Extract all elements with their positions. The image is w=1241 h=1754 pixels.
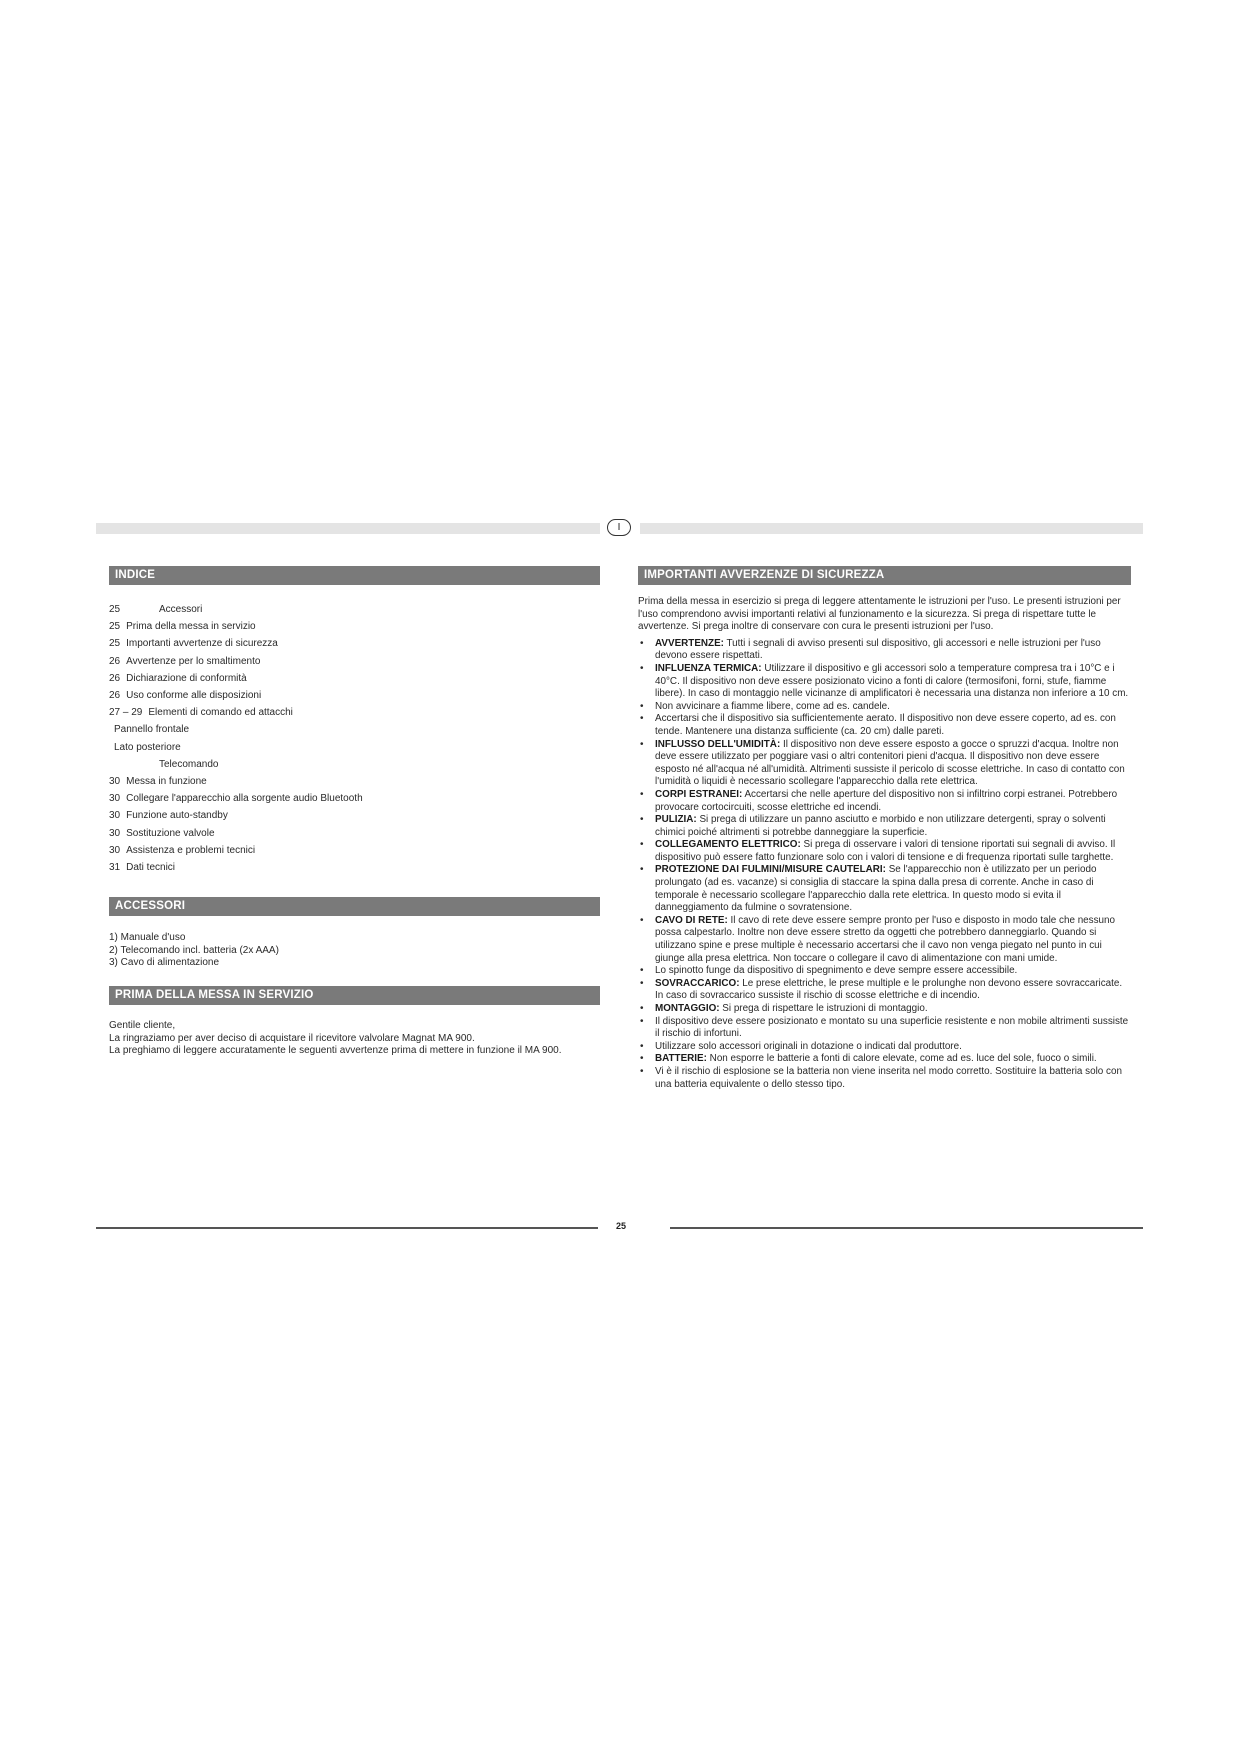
toc-entry-title: Dichiarazione di conformità (126, 672, 247, 684)
bullet-icon: • (640, 839, 644, 851)
list-item (638, 638, 1130, 663)
warning-text: Si prega di utilizzare un panno asciutto e morbido e non utilizzare detergenti, spray o solventi chimici poiché altrimenti si potrebbe danneggiare la superficie. (655, 814, 1106, 838)
warning-text: Vi è il rischio di esplosione se la batteria non viene inserita nel modo corretto. Sostituire la batteria solo con una batteria equivalente o dello stesso tipo. (655, 1065, 1122, 1090)
list-item (638, 978, 1130, 1003)
bullet-icon: • (640, 637, 644, 649)
toc-page-number: 30 (109, 827, 121, 839)
toc-page-number: 26 (109, 672, 121, 684)
before-use-heading: PRIMA DELLA MESSA IN SERVIZIO (109, 986, 600, 1005)
paragraph-line: La ringraziamo per aver deciso di acquistare il ricevitore valvolare Magnat MA 900. (109, 1032, 475, 1044)
bullet-icon: • (640, 1015, 644, 1027)
bullet-icon: • (640, 1040, 644, 1052)
toc-page-number: 26 (109, 690, 121, 701)
warning-text: Si prega di osservare i valori di tensione riportati sui segnali di avviso. Il dispositivo può essere fatto funzionare solo con i valori di tensione e di frequenza riportati sulle targhette. (655, 839, 1116, 863)
toc-entry-title: Lato posteriore (114, 741, 181, 753)
toc-row (109, 776, 207, 788)
bullet-icon: • (640, 965, 644, 977)
warning-text: Non avvicinare a fiamme libere, come ad es. candele. (655, 700, 890, 712)
toc-row (109, 828, 215, 840)
language-badge: I (607, 519, 631, 536)
warning-label: PROTEZIONE DAI FULMINI/MISURE CAUTELARI: (655, 864, 886, 876)
warning-text: Il dispositivo non deve essere esposto a gocce o spruzzi d'acqua. Inoltre non deve essere utilizzato per poggiare vasi o altri contenitori pieni d'acqua. Il dispositivo non deve essere esposto né all'acqua né all'umidità. Altrimenti sussiste il pericolo di scosse elettriche. In caso di contatto con l'umidità o liquidi è necessario scollegare l'apparecchio dalla rete elettrica. (655, 738, 1125, 788)
list-item: 1) Manuale d'uso (109, 932, 186, 943)
toc-page-number: 30 (109, 793, 121, 805)
toc-entry-title: Dati tecnici (126, 862, 176, 873)
warning-label: INFLUENZA TERMICA: (655, 662, 762, 674)
accessories-list (109, 932, 279, 970)
list-item (638, 1066, 1130, 1091)
list-item (638, 1016, 1130, 1041)
warning-text: Le prese elettriche, le prese multiple e le prolunghe non devono essere sovraccaricate. In caso di sovraccarico sussiste il rischio di scosse elettriche e di incendio. (655, 977, 1123, 1002)
warning-label: MONTAGGIO: (655, 1003, 720, 1014)
toc-page-number: 25 (109, 621, 121, 633)
warning-label: INFLUSSO DELL'UMIDITÀ: (655, 738, 781, 750)
list-item (638, 1041, 1130, 1054)
list-item (638, 814, 1130, 839)
footer-rule-right (670, 1227, 1143, 1229)
list-item (638, 789, 1130, 814)
warning-label: CORPI ESTRANEI: (655, 788, 743, 800)
warning-label: AVVERTENZE: (655, 637, 724, 649)
warning-label: COLLEGAMENTO ELETTRICO: (655, 839, 801, 851)
list-item (638, 713, 1130, 738)
warning-text: Utilizzare il dispositivo e gli accessori solo a temperature compresa tra i 10°C e i 40°C. Il dispositivo non deve essere posizionato vicino a fonti di calore (termosifoni, forni, stufe, fiamme libere). In caso di montaggio nelle vicinanze di amplificatori è necessaria una distanza non inferiore a 10 cm. (655, 662, 1129, 700)
index-heading: INDICE (109, 566, 600, 585)
toc-entry-title: Assistenza e problemi tecnici (126, 844, 256, 856)
page-number: 25 (615, 1221, 626, 1231)
toc-entry-title: Collegare l'apparecchio alla sorgente audio Bluetooth (126, 793, 363, 805)
warning-text: Il dispositivo deve essere posizionato e montato su una superficie resistente e non mobile altrimenti sussiste il rischio di infortuni. (655, 1015, 1129, 1040)
list-item (638, 1053, 1130, 1066)
toc-row (109, 604, 202, 616)
warning-text: Si prega di rispettare le istruzioni di montaggio. (719, 1003, 928, 1014)
bullet-icon: • (640, 977, 644, 989)
bullet-icon: • (640, 914, 644, 926)
toc-row (109, 673, 247, 685)
warning-text: Non esporre le batterie a fonti di calore elevate, come ad es. luce del sole, fuoco o simili. (706, 1053, 1097, 1065)
bullet-icon: • (640, 700, 644, 712)
toc-entry-title: Prima della messa in servizio (126, 621, 256, 633)
accessories-heading: ACCESSORI (109, 897, 600, 916)
bullet-icon: • (640, 1003, 644, 1014)
list-item (638, 701, 1130, 714)
toc-row (109, 810, 228, 822)
bullet-icon: • (640, 738, 644, 750)
warning-text: Accertarsi che il dispositivo sia sufficientemente aerato. Il dispositivo non deve essere coperto, ad es. con tende. Mantenere una distanza sufficiente (ca. 20 cm) dalle pareti. (655, 713, 1116, 737)
bullet-icon: • (640, 788, 644, 800)
bullet-icon: • (640, 713, 644, 725)
safety-warning-list (638, 638, 1130, 1091)
toc-entry-title: Pannello frontale (114, 724, 190, 736)
bullet-icon: • (640, 662, 644, 674)
warning-label: SOVRACCARICO: (655, 977, 740, 989)
toc-entry-title: Funzione auto-standby (126, 810, 228, 822)
toc-entry-title: Avvertenze per lo smaltimento (126, 655, 261, 667)
bullet-icon: • (640, 1065, 644, 1077)
toc-row (109, 742, 181, 754)
list-item (638, 1003, 1130, 1016)
toc-page-number: 26 (109, 655, 121, 667)
toc-entry-title: Telecomando (159, 758, 219, 770)
toc-row (109, 690, 261, 702)
warning-text: Utilizzare solo accessori originali in dotazione o indicati dal produttore. (655, 1040, 962, 1052)
toc-row (109, 724, 189, 736)
header-rule-left (96, 523, 600, 534)
toc-page-number: 30 (109, 844, 121, 856)
toc-entry-title: Messa in funzione (126, 776, 207, 787)
bullet-icon: • (640, 814, 644, 826)
toc-entry-title: Elementi di comando ed attacchi (148, 707, 293, 719)
footer-rule-left (96, 1227, 598, 1229)
safety-section (638, 596, 1130, 1091)
toc-page-number: 30 (109, 776, 121, 787)
warning-text: Il cavo di rete deve essere sempre pronto per l'uso e disposto in modo tale che nessuno possa calpestarlo. Inoltre non deve essere stretto da oggetti che potrebbero danneggiarlo. Quando si utilizzano spine e prese multiple è necessario accertarsi che il cavo non venga piegato nel punto in cui giunge alla presa elettrica. Non toccare o collegare il cavo di alimentazione con mani umide. (655, 914, 1116, 964)
toc-row (109, 862, 175, 874)
bullet-icon: • (640, 1053, 644, 1065)
toc-row (109, 621, 256, 633)
before-use-text (109, 1020, 561, 1058)
list-item (638, 864, 1130, 914)
toc-entry-title: Accessori (159, 604, 203, 615)
paragraph-line: La preghiamo di leggere accuratamente le seguenti avvertenze prima di mettere in funzione il MA 900. (109, 1045, 562, 1057)
safety-intro: Prima della messa in esercizio si prega di leggere attentamente le istruzioni per l'uso. Le presenti istruzioni per l'uso comprendono avvisi importanti relativi al funzionamento e la sicurezza. Si prega di rispettare tutte le avvertenze. Si prega inoltre di conservare con cura le presenti istruzioni per l'uso. (638, 596, 1121, 633)
warning-text: Tutti i segnali di avviso presenti sul dispositivo, gli accessori e nelle istruzioni per l'uso devono essere rispettati. (655, 637, 1101, 662)
toc-row (109, 759, 218, 771)
toc-entry-title: Uso conforme alle disposizioni (126, 690, 262, 701)
greeting: Gentile cliente, (109, 1020, 176, 1031)
safety-heading: IMPORTANTI AVVERZENZE DI SICUREZZA (638, 566, 1131, 585)
list-item (638, 839, 1130, 864)
list-item (638, 739, 1130, 789)
list-item (638, 965, 1130, 978)
toc-page-number: 30 (109, 810, 121, 822)
warning-label: BATTERIE: (655, 1053, 707, 1065)
warning-text: Accertarsi che nelle aperture del dispositivo non si infiltrino corpi estranei. Potrebbero provocare cortocircuiti, scosse elettriche ed incendi. (655, 788, 1118, 813)
warning-text: Lo spinotto funge da dispositivo di spegnimento e deve sempre essere accessibile. (655, 965, 1018, 977)
header-rule-right (640, 523, 1143, 534)
list-item (638, 915, 1130, 965)
toc-page-number: 31 (109, 862, 121, 873)
toc-page-number: 25 (109, 638, 121, 650)
warning-text: Se l'apparecchio non è utilizzato per un periodo prolungato (ad es. vacanze) si consiglia di staccare la spina dalla presa di corrente. Anche in caso di temporale è necessario scollegare l'apparecchio dalla rete elettrica. In questo modo si evita il danneggiamento da fulmine o sovratensione. (655, 864, 1097, 914)
toc-page-number: 27 – 29 (109, 707, 143, 719)
list-item: 2) Telecomando incl. batteria (2x AAA) (109, 944, 279, 956)
warning-label: CAVO DI RETE: (655, 914, 728, 926)
toc-row (109, 707, 293, 719)
warning-label: PULIZIA: (655, 814, 697, 826)
toc-row (109, 793, 363, 805)
toc-row (109, 638, 278, 650)
toc-entry-title: Sostituzione valvole (126, 827, 215, 839)
list-item: 3) Cavo di alimentazione (109, 957, 220, 969)
list-item (638, 663, 1130, 701)
toc-row (109, 845, 255, 857)
toc-row (109, 656, 260, 668)
toc-entry-title: Importanti avvertenze di sicurezza (126, 638, 278, 650)
toc-page-number: 25 (109, 604, 121, 615)
bullet-icon: • (640, 864, 644, 876)
